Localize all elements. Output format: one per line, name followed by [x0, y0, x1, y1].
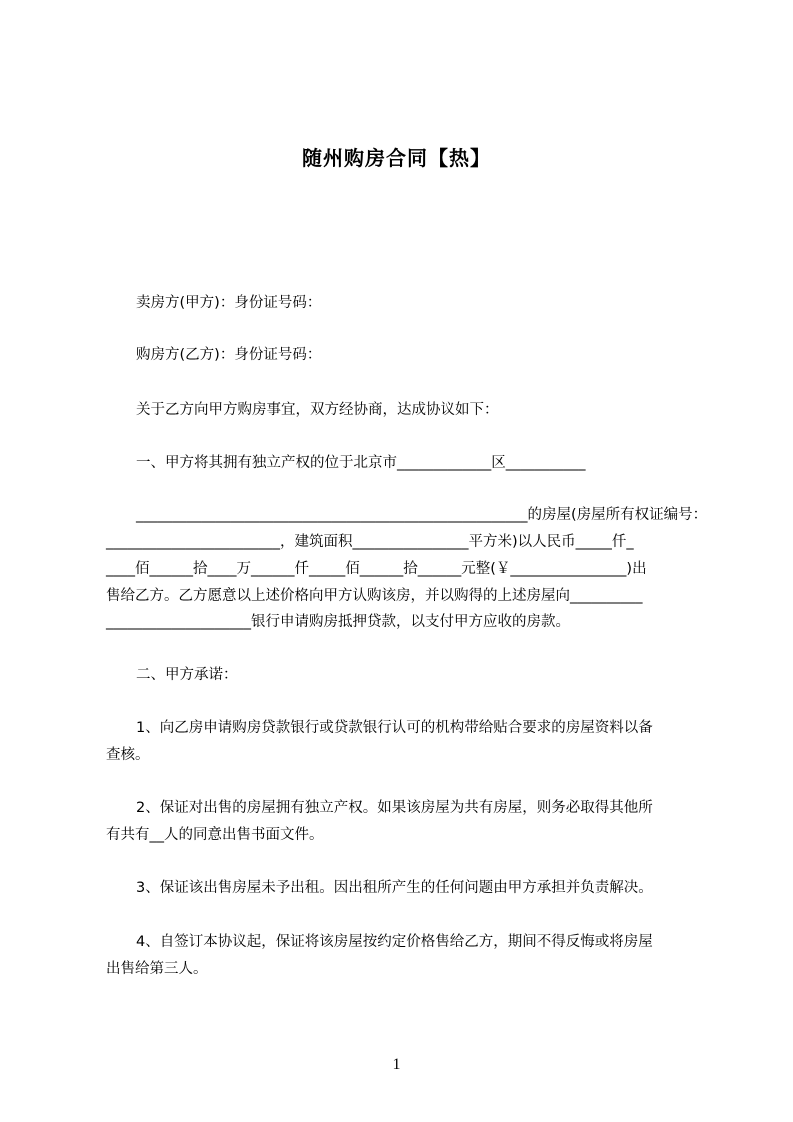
clause-1-line-1: 一、甲方将其拥有独立产权的位于北京市_____________区___________	[136, 455, 586, 471]
clause-1-line-5: 售给乙方。乙方愿意以上述价格向甲方认购该房，并以购得的上述房屋向__________	[106, 588, 643, 604]
promise-2-line-2: 有共有__人的同意出售书面文件。	[106, 827, 324, 843]
clause-2-heading: 二、甲方承诺：	[136, 667, 238, 683]
promise-4-line-1: 4、自签订本协议起，保证将该房屋按约定价格售给乙方，期间不得反悔或将房屋	[136, 934, 653, 950]
agreement-intro: 关于乙方向甲方购房事宜，双方经协商，达成协议如下：	[136, 402, 499, 418]
promise-4-line-2: 出售给第三人。	[106, 961, 208, 977]
buyer-line: 购房方(乙方)：身份证号码：	[136, 347, 322, 363]
promise-1-line-1: 1、向乙房申请购房贷款银行或贷款银行认可的机构带给贴合要求的房屋资料以备	[136, 720, 653, 736]
seller-line: 卖房方(甲方)：身份证号码：	[136, 295, 322, 311]
promise-3-line-1: 3、保证该出售房屋未予出租。因出租所产生的任何问题由甲方承担并负责解决。	[136, 880, 653, 896]
promise-1-line-2: 查核。	[106, 747, 150, 763]
promise-2-line-1: 2、保证对出售的房屋拥有独立产权。如果该房屋为共有房屋，则务必取得其他所	[136, 800, 653, 816]
clause-1-line-3: ________________________，建筑面积________________平方米)以人民币_____仟_	[106, 534, 634, 550]
clause-1-line-6: ____________________银行申请购房抵押贷款，以支付甲方应收的房款。	[106, 614, 570, 630]
clause-1-line-2: ______________________________________________________的房屋(房屋所有权证编号：	[136, 507, 708, 523]
document-title: 随州购房合同【热】	[302, 146, 491, 170]
clause-1-line-4: ____佰______拾____万______仟_____佰______拾______元整(￥________________)出	[106, 561, 647, 577]
page-number: 1	[392, 1056, 401, 1073]
